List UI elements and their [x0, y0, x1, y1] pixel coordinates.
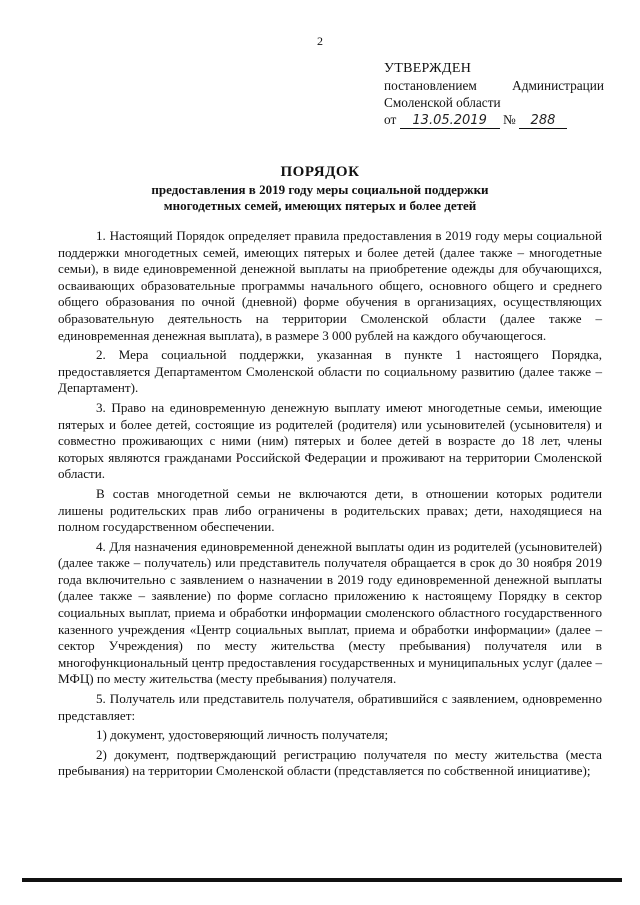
subtitle-line-1: предоставления в 2019 году меры социальной поддержки	[151, 182, 489, 197]
approval-administration-word: Администрации	[512, 78, 604, 93]
document-body	[58, 228, 602, 783]
paragraph-2: 2. Мера социальной поддержки, указанная в пункте 1 настоящего Порядка, предоставляется Департаментом Смоленской области по социальному развитию (далее также – Департамент).	[58, 347, 602, 396]
document-title: ПОРЯДОК	[280, 164, 360, 180]
approval-region: Смоленской области	[384, 95, 501, 110]
paragraph-4: 4. Для назначения единовременной денежной выплаты один из родителей (усыновителей) (далее также – получатель) или представитель получателя обращается в срок до 30 ноября 2019 года включительно с заявлением о назначении в 2019 году единовременной денежной выплаты (далее также – заявление) по форме согласно приложению к настоящему Порядку в сектор социальных выплат, приема и обработки информации смоленского областного государственного казенного учреждения «Центр социальных выплат, приема и обработки информации» (далее – сектор Учреждения) по месту жительства (месту пребывания) получателя или в многофункциональный центр предоставления государственных и муниципальных услуг (далее – МФЦ) по месту жительства (месту пребывания) получателя.	[58, 538, 602, 687]
approval-date-line	[384, 111, 624, 129]
paragraph-3: 3. Право на единовременную денежную выплату имеют многодетные семьи, имеющие пятерых и более детей, состоящие из родителей (родителя) или усыновителей (усыновителя) и совместно проживающих с ними (ним) пятерых и более детей в возрасте до 18 лет, члены которых являются гражданами Российской Федерации и проживают на территории Смоленской области.	[58, 399, 602, 482]
approval-line-1	[384, 77, 604, 94]
bottom-divider	[22, 878, 622, 882]
handwritten-number: 288	[519, 114, 567, 129]
approved-heading: УТВЕРЖДЕН	[384, 61, 472, 76]
handwritten-date: 13.05.2019	[400, 114, 500, 129]
paragraph-1: 1. Настоящий Порядок определяет правила предоставления в 2019 году меры социальной поддержки многодетных семей, имеющих пятерых и более детей (далее также – многодетные семьи), в виде единовременной денежной выплаты на приобретение одежды для обучающихся, осваивающих образовательные программы начального общего, основного общего и среднего общего образования по очной (дневной) форме обучения в организациях, осуществляющих образовательную деятельность на территории Смоленской области (далее также – единовременная денежная выплата), в размере 3 000 рублей на каждого обучающегося.	[58, 228, 602, 343]
list-item-2: 2) документ, подтверждающий регистрацию получателя по месту жительства (места пребывания) на территории Смоленской области (представляется по собственной инициативе);	[58, 746, 602, 779]
paragraph-3-note: В состав многодетной семьи не включаются дети, в отношении которых родители лишены родительских прав либо ограничены в родительских правах; дети, находящиеся на полном государственном обеспечении.	[58, 485, 602, 535]
subtitle-line-2: многодетных семей, имеющих пятерых и более детей	[163, 198, 477, 213]
page-number: 2	[317, 34, 323, 48]
list-item-1: 1) документ, удостоверяющий личность получателя;	[96, 727, 389, 743]
approval-resolution-word: постановлением	[384, 78, 477, 93]
paragraph-5: 5. Получатель или представитель получателя, обратившийся с заявлением, одновременно представляет:	[58, 691, 602, 723]
approval-stamp	[384, 60, 624, 129]
document-subtitle	[0, 182, 640, 214]
from-label: от	[384, 112, 397, 127]
number-label: №	[502, 112, 516, 127]
